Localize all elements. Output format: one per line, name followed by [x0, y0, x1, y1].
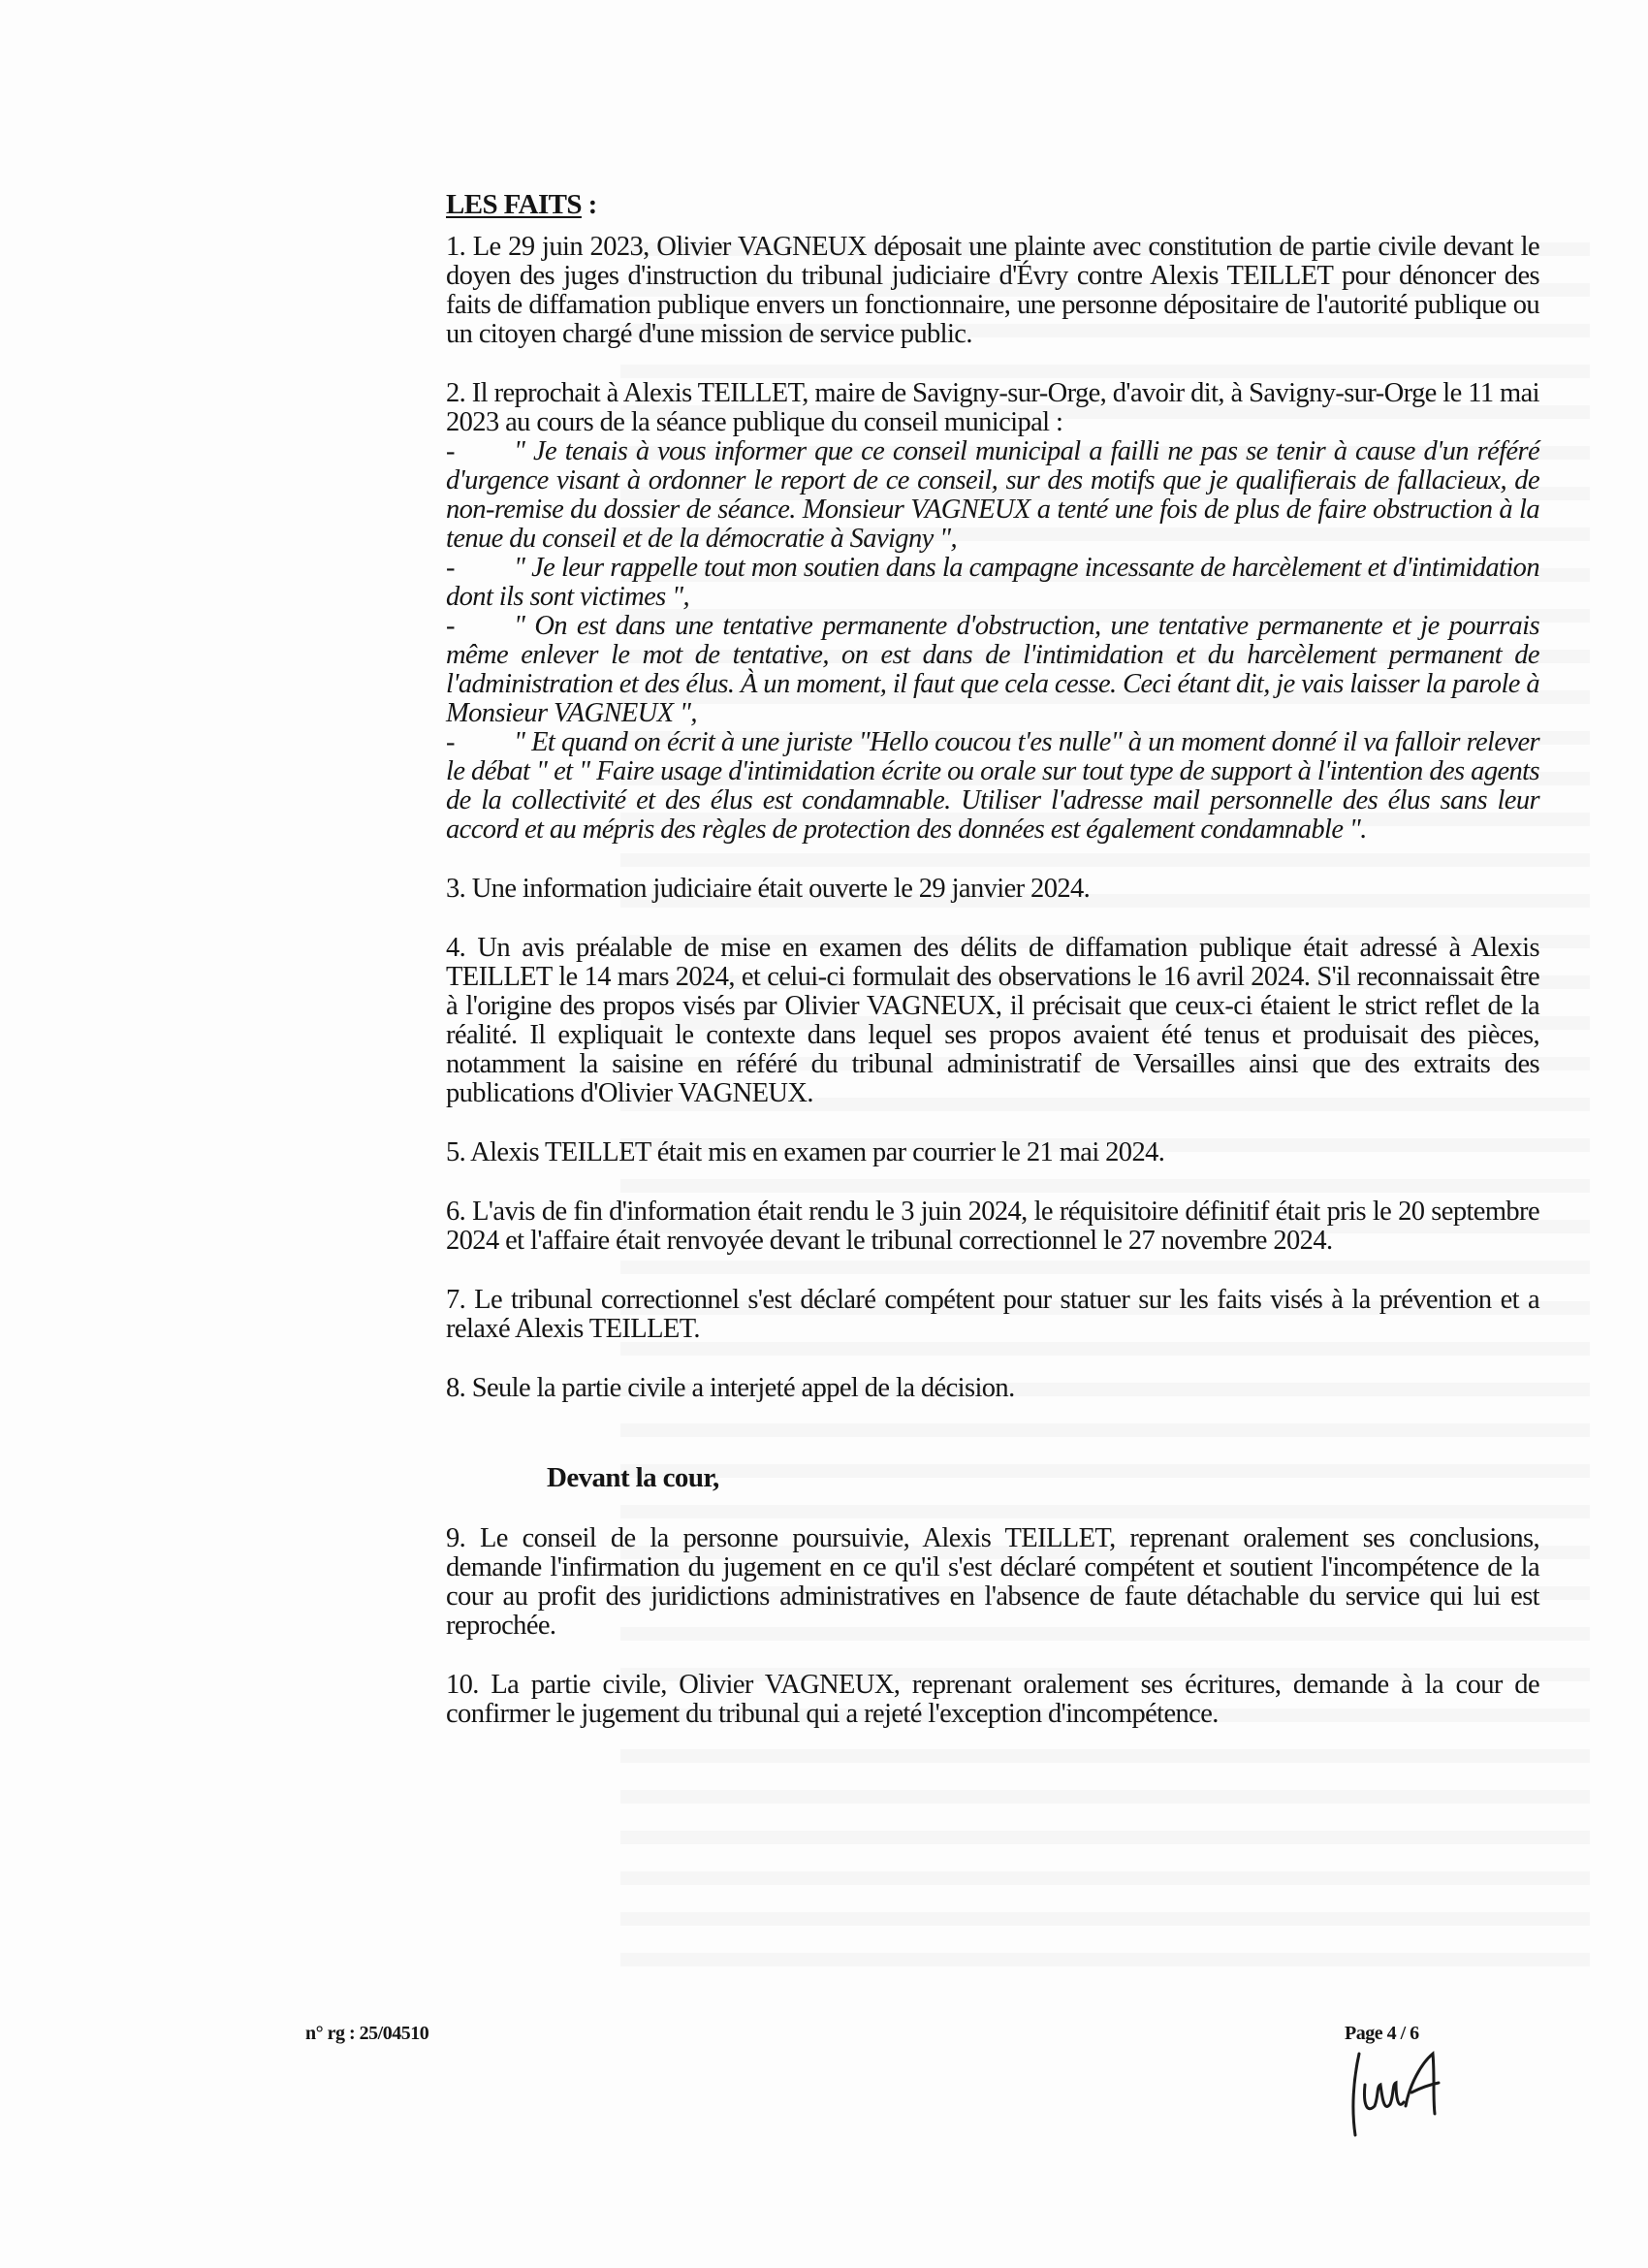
- paragraph-6: 6. L'avis de fin d'information était rendu le 3 juin 2024, le réquisitoire définitif était pris le 20 septembre 2024 et l'affaire était renvoyée devant le tribunal correctionnel le 27 novembre 2024.: [446, 1197, 1539, 1256]
- section-heading-devant-la-cour: Devant la cour,: [547, 1462, 719, 1493]
- paragraph-1: 1. Le 29 juin 2023, Olivier VAGNEUX déposait une plainte avec constitution de partie civile devant le doyen des juges d'instruction du tribunal judiciaire d'Évry contre Alexis TEILLET pour dénoncer des faits de diffamation publique envers un fonctionnaire, une personne dépositaire de l'autorité publique ou un citoyen chargé d'une mission de service public.: [446, 232, 1539, 349]
- quote-item: [446, 437, 1539, 554]
- quote-text: " Je tenais à vous informer que ce conseil municipal a failli ne pas se tenir à cause d'un référé d'urgence visant à ordonner le report de ce conseil, sur des motifs que je qualifierais de fallacieux, de non-remise du dossier de séance. Monsieur VAGNEUX a tenté une fois de plus de faire obstruction à la tenue du conseil et de la démocratie à Savigny ",: [446, 436, 1539, 554]
- heading-colon: :: [581, 189, 597, 220]
- signature-initials-icon: [1346, 2046, 1452, 2138]
- list-dash: -: [446, 727, 455, 757]
- quote-list: [446, 437, 1539, 845]
- paragraph-5: 5. Alexis TEILLET était mis en examen par courrier le 21 mai 2024.: [446, 1137, 1165, 1167]
- paragraph-4: 4. Un avis préalable de mise en examen des délits de diffamation publique était adressé à Alexis TEILLET le 14 mars 2024, et celui-ci formulait des observations le 16 avril 2024. S'il reconnaissait être à l'origine des propos visés par Olivier VAGNEUX, il précisait que ceux-ci étaient le strict reflet de la réalité. Il expliquait le contexte dans lequel ses propos avaient été tenus et produisait des pièces, notamment la saisine en référé du tribunal administratif de Versailles ainsi que des extraits des publications d'Olivier VAGNEUX.: [446, 933, 1539, 1108]
- list-dash: -: [446, 611, 455, 641]
- paragraph-8: 8. Seule la partie civile a interjeté appel de la décision.: [446, 1373, 1015, 1403]
- quote-text: " On est dans une tentative permanente d'obstruction, une tentative permanente et je pourrais même enlever le mot de tentative, on est dans de l'intimidation et du harcèlement permanent de l'administration et des élus. À un moment, il faut que cela cesse. Ceci étant dit, je vais laisser la parole à Monsieur VAGNEUX ",: [446, 611, 1539, 728]
- page-indicator: Page 4 / 6: [1345, 2023, 1419, 2044]
- quote-item: [446, 728, 1539, 845]
- quote-item: [446, 554, 1539, 612]
- quote-text: " Et quand on écrit à une juriste "Hello coucou t'es nulle" à un moment donné il va falloir relever le débat " et " Faire usage d'intimidation écrite ou orale sur tout type de support à l'intention des agents de la collectivité et des élus est condamnable. Utiliser l'adresse mail personnelle des élus sans leur accord et au mépris des règles de protection des données est également condamnable ".: [446, 727, 1539, 845]
- heading-text: LES FAITS: [446, 189, 582, 220]
- paragraph-3: 3. Une information judiciaire était ouverte le 29 janvier 2024.: [446, 874, 1091, 904]
- list-dash: -: [446, 553, 455, 583]
- case-number: n° rg : 25/04510: [305, 2023, 429, 2044]
- paragraph-7: 7. Le tribunal correctionnel s'est déclaré compétent pour statuer sur les faits visés à la prévention et a relaxé Alexis TEILLET.: [446, 1285, 1539, 1344]
- paragraph-2-intro: 2. Il reprochait à Alexis TEILLET, maire de Savigny-sur-Orge, d'avoir dit, à Savigny-sur-Orge le 11 mai 2023 au cours de la séance publique du conseil municipal :: [446, 378, 1539, 437]
- paragraph-10: 10. La partie civile, Olivier VAGNEUX, reprenant oralement ses écritures, demande à la cour de confirmer le jugement du tribunal qui a rejeté l'exception d'incompétence.: [446, 1670, 1539, 1729]
- section-heading-les-faits: [446, 190, 1539, 219]
- quote-text: " Je leur rappelle tout mon soutien dans la campagne incessante de harcèlement et d'intimidation dont ils sont victimes ",: [446, 553, 1539, 612]
- quote-item: [446, 612, 1539, 728]
- paragraph-9: 9. Le conseil de la personne poursuivie, Alexis TEILLET, reprenant oralement ses conclusions, demande l'infirmation du jugement en ce qu'il s'est déclaré compétent et soutient l'incompétence de la cour au profit des juridictions administratives en l'absence de faute détachable du service qui lui est reprochée.: [446, 1523, 1539, 1641]
- list-dash: -: [446, 436, 455, 466]
- document-body: [446, 190, 1539, 1759]
